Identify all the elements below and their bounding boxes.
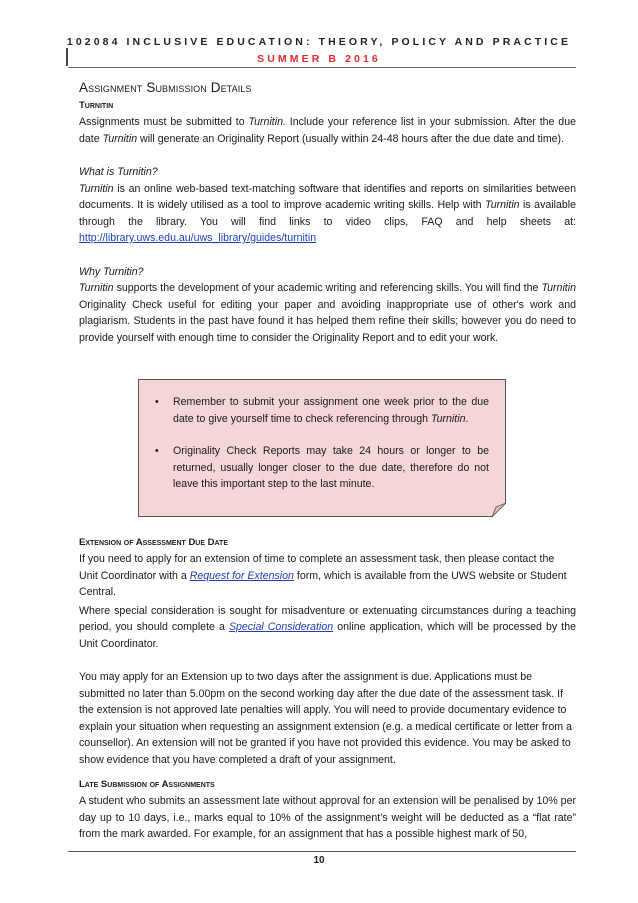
late-submission-heading: Late Submission of Assignments — [79, 779, 215, 790]
extension-rules-text: You may apply for an Extension up to two days after the assignment is due. Applications must be submitted no later than 5.00pm on the second working day after the due date of the assessment task. If the extension is not approved late penalties will apply. You will need to provide documentary evidence to explain your situation when requesting an assignment extension (e.g. a medical certificate or letter from a counsellor). An extension will not be granted if you have not provided this evidence. You may be asked to show evidence that you have completed a draft of your assignment. — [79, 671, 572, 766]
reminder-item-report-delay: • Originality Check Reports may take 24 hours or longer to be returned, usually longer closer to the due date, therefore do not leave this important step to the last minute. — [155, 445, 489, 490]
course-title: 102084 INCLUSIVE EDUCATION: THEORY, POLICY AND PRACTICE — [66, 36, 572, 48]
what-is-turnitin-heading: What is Turnitin? — [79, 166, 158, 178]
extension-heading: Extension of Assessment Due Date — [79, 537, 229, 548]
why-turnitin-text: Turnitin supports the development of your academic writing and referencing skills. You will find the Turnitin Originality Check useful for editing your paper and avoiding inappropriate use of other's work and plagiarism. Students in the past have found it has helped them refine their skills; however you do need to provide yourself with enough time to consider the Originality Report and to edit your work. — [79, 282, 576, 344]
late-submission-text: A student who submits an assessment late without approval for an extension will be penalised by 10% per day up to 10 days, i.e., marks equal to 10% of the assignment’s weight will be deducted as a “flat rate” from the mark awarded. For example, for an assignment that has a possible highest mark of 50, — [79, 795, 576, 840]
header-divider — [68, 67, 576, 68]
why-turnitin-heading: Why Turnitin? — [79, 265, 144, 278]
page-number: 10 — [313, 855, 325, 866]
reminder-note-box — [138, 379, 506, 517]
term-label: SUMMER B 2016 — [257, 53, 381, 65]
turnitin-intro: Assignments must be submitted to Turnitin. Include your reference list in your submission. After the due date Turnitin will generate an Originality Report (usually within 24-48 hours after the due date and time). — [79, 116, 576, 145]
what-is-turnitin-text: Turnitin is an online web-based text-matching software that identifies and reports on similarities between documents. It is widely utilised as a tool to improve academic writing skills. Help with Turnitin is available through the library. You will find links to video clips, FAQ and help sheets at: http://library.uws.edu.au/uws_library/guides/turnitin — [79, 182, 576, 244]
turnitin-heading: Turnitin — [79, 100, 114, 111]
footer-divider — [68, 851, 576, 852]
reminder-item-submit-early: • Remember to submit your assignment one week prior to the due date to give yourself time to check referencing through Turnitin. — [155, 396, 489, 425]
request-for-extension-link[interactable]: Request for Extension — [189, 569, 294, 582]
bullet-icon: • — [155, 396, 159, 408]
page-curl-icon — [492, 503, 506, 517]
special-consideration-link[interactable]: Special Consideration — [228, 621, 334, 633]
section-title: Assignment Submission Details — [79, 80, 252, 95]
extension-request-text: If you need to apply for an extension of time to complete an assessment task, then please contact the Unit Coordinator with a Request for Extension form, which is available from the UWS website or Student Central. — [79, 553, 567, 598]
special-consideration-text: Where special consideration is sought for misadventure or extenuating circumstances during a teaching period, you should complete a Special Consideration online application, which will be processed by the Unit Coordinator. — [79, 604, 576, 650]
turnitin-guide-link[interactable]: http://library.uws.edu.au/uws_library/guides/turnitin — [79, 232, 317, 244]
bullet-icon: • — [155, 445, 159, 457]
